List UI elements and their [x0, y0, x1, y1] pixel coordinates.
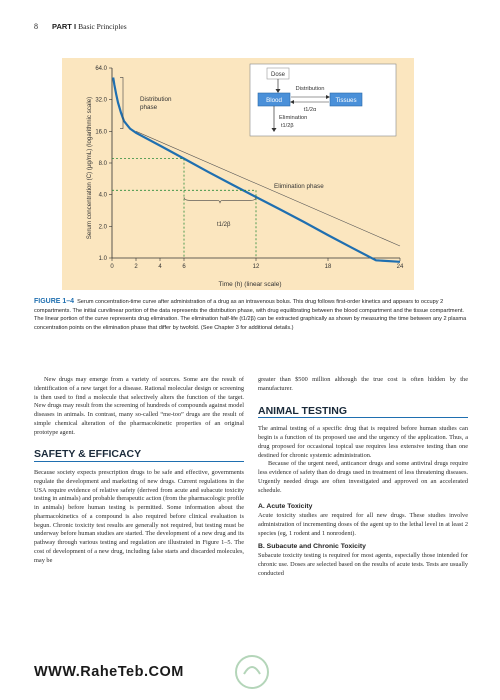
compartment-inset [250, 64, 396, 136]
subacute-paragraph: Subacute toxicity testing is required for most agents, especially those intended for chronic use. Doses are selected based on the results of acute tests. Tests are usually conducted [258, 552, 468, 577]
elimination-phase-label: Elimination phase [274, 183, 324, 190]
y-axis-label: Serum concentration (C) (μg/mL) (logarithmic scale) [86, 96, 93, 240]
animal-paragraph-1: The animal testing of a specific drug that is required before human studies can begin is a function of its proposed use and the urgency of the application. Thus, a drug proposed for occasional topical use requires less extensive testing than one destined for chronic systemic administration. [258, 425, 468, 459]
figure-caption [34, 298, 470, 332]
x-tick-label: 6 [182, 264, 186, 270]
elimination-label: Elimination [279, 115, 308, 121]
subacute-heading: B. Subacute and Chronic Toxicity [258, 543, 366, 551]
part-label: PART I Basic Principles [52, 22, 127, 31]
left-column [34, 376, 244, 565]
y-tick-label: 2.0 [98, 224, 107, 231]
part-title: Basic Principles [78, 22, 127, 31]
distribution-bracket [120, 77, 123, 128]
y-tick-label: 8.0 [98, 161, 107, 167]
x-tick-label: 18 [324, 264, 332, 270]
x-tick-label: 0 [110, 264, 114, 270]
elimination-extrapolation-line [136, 131, 400, 246]
watermark: WWW.RaheTeb.COM [34, 664, 184, 680]
x-tick-label: 4 [158, 264, 162, 270]
dose-label: Dose [270, 72, 286, 78]
y-tick-label: 64.0 [95, 66, 107, 72]
blood-label: Blood [266, 97, 282, 104]
safety-paragraph: Because society expects prescription drugs to be safe and effective, governments regulate the development and marketing of new drugs. Current regulations in the USA require evidence of relative safety (derived from acute and subacute toxicity testing in animals) and probable therapeutic action (from the pharmacologic profile in animals) before human testing is permitted. Some information about the pharmacokinetics of a compound is also required before clinical evaluation is begun. Chronic toxicity test results are generally not required, but testing must be underway before human studies are started. The development of a new drug and its pathway through various testing and regulation are illustrated in Figure 1–5. The cost of development of a new drug, including false starts and discarded molecules, may be [34, 469, 244, 564]
safety-heading: SAFETY & EFFICACY [34, 450, 244, 462]
running-header [34, 22, 127, 31]
x-tick-label: 12 [252, 264, 260, 270]
distribution-label: Distribution [295, 86, 325, 92]
acute-toxicity-heading: A. Acute Toxicity [258, 503, 313, 511]
cost-paragraph: greater than $500 million although the true cost is often hidden by the manufacturer. [258, 376, 468, 392]
animal-testing-heading: ANIMAL TESTING [258, 407, 468, 419]
half-life-label: t1/2β [217, 222, 231, 228]
half-life-brace [184, 197, 256, 203]
figure-label: FIGURE 1–4 [34, 298, 75, 305]
distribution-phase-label-2: phase [140, 104, 158, 111]
y-tick-label: 1.0 [98, 256, 107, 262]
distribution-phase-label: Distribution [140, 96, 172, 103]
right-column [258, 376, 468, 578]
x-tick-label: 24 [396, 264, 404, 270]
intro-paragraph: New drugs may emerge from a variety of sources. Some are the result of identification of a new target for a disease. Rational molecular design or screening is then used to find a molecule that selectively alters the function of the target. New drugs may result from the screening of hundreds of compounds against model diseases in animals. In contrast, many so-called “me-too” drugs are the result of simple chemical alteration of the pharmacokinetic properties of an original prototype agent. [34, 376, 244, 436]
t-alpha-label: t1/2α [303, 107, 317, 113]
figure-caption-text: Serum concentration-time curve after administration of a drug as an intravenous bolus. This drug follows first-order kinetics and appears to occupy 2 compartments. The initial curvilinear portion of the data represents the distribution phase, with drug equilibrating between the blood compartment and the tissue compartment. The linear portion of the curve represents drug elimination. The elimination half-life (t1/2β) can be extracted graphically as shown by measuring the time between any 2 plasma concentration points on the elimination phase that differ by twofold. (See Chapter 3 for additional details.) [34, 299, 467, 331]
x-tick-label: 2 [134, 264, 138, 270]
animal-paragraph-2: Because of the urgent need, anticancer drugs and some antiviral drugs require less evidence of safety than do drugs used in treatment of less threatening diseases. Urgently needed drugs are often investigated and approved on an accelerated schedule. [258, 460, 468, 494]
y-tick-label: 16.0 [95, 129, 107, 136]
tissues-label: Tissues [335, 97, 357, 104]
y-tick-label: 32.0 [95, 97, 107, 104]
x-axis-label: Time (h) (linear scale) [218, 281, 282, 288]
y-tick-label: 4.0 [98, 192, 107, 199]
t-beta-label: t1/2β [281, 123, 294, 129]
page-number: 8 [34, 22, 38, 31]
concentration-time-chart [62, 58, 414, 290]
acute-toxicity-paragraph: Acute toxicity studies are required for all new drugs. These studies involve administration of incrementing doses of the agent up to the lethal level in at least 2 species (eg, 1 rodent and 1 nonrodent). [258, 512, 468, 537]
watermark-logo-icon [232, 652, 272, 692]
